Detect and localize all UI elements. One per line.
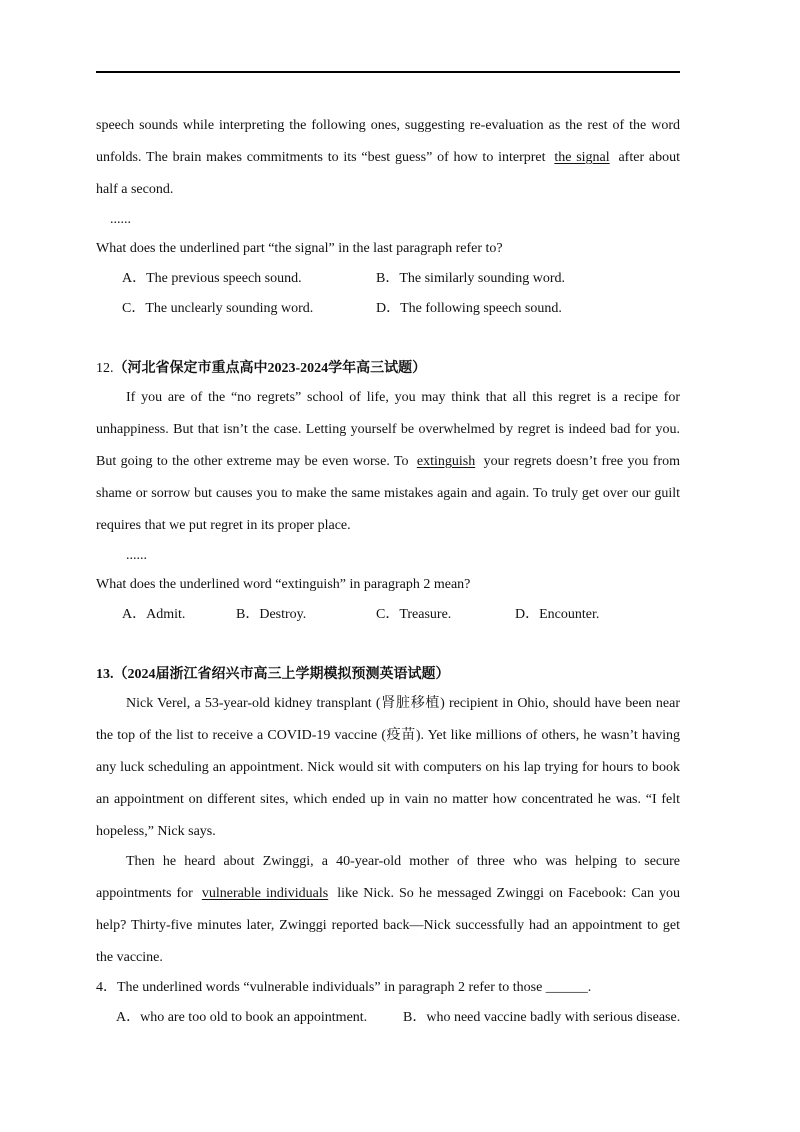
passage-line: Then he heard about Zwinggi, a 40-year-old mother of three who was helping to secure — [126, 854, 680, 869]
passage-line: requires that we put regret in its proper place. — [96, 518, 351, 533]
passage-line: help? Thirty-five minutes later, Zwinggi reported back—Nick successfully had an appointment to get — [96, 918, 680, 933]
option-c: C．Treasure. — [376, 607, 452, 622]
passage-line: speech sounds while interpreting the following ones, suggesting re-evaluation as the rest of the word — [96, 118, 680, 133]
option-b: B．who need vaccine badly with serious disease. — [403, 1010, 681, 1025]
passage-line: any luck scheduling an appointment. Nick would sit with computers on his lap trying for hours to book — [96, 760, 680, 775]
passage-line — [96, 149, 680, 167]
option-d: D．The following speech sound. — [376, 301, 562, 316]
passage-text: like Nick. So he messaged Zwinggi on Facebook: Can you — [337, 886, 681, 901]
passage-text: unfolds. The brain makes commitments to its “best guess” of how to interpret — [96, 150, 546, 165]
section-number: 12. — [96, 361, 114, 376]
ellipsis: ...... — [110, 212, 131, 227]
question-text: What does the underlined word “extinguish” in paragraph 2 mean? — [96, 577, 471, 592]
passage-text: after about — [618, 150, 681, 165]
section-source: （2024届浙江省绍兴市高三上学期模拟预测英语试题） — [113, 667, 450, 682]
passage-line — [96, 453, 680, 471]
passage-line: Nick Verel, a 53-year-old kidney transplant (肾脏移植) recipient in Ohio, should have been near — [126, 696, 680, 711]
option-c: C．The unclearly sounding word. — [122, 301, 314, 316]
section-number: 13. — [96, 667, 114, 682]
question-text: What does the underlined part “the signal” in the last paragraph refer to? — [96, 241, 503, 256]
option-a: A．Admit. — [122, 607, 186, 622]
underlined-phrase: vulnerable individuals — [201, 886, 329, 901]
section-heading — [96, 360, 426, 378]
section-source: （河北省保定市重点高中2023-2024学年高三试题） — [113, 361, 427, 376]
passage-line: shame or sorrow but causes you to make the same mistakes again and again. To truly get over our guilt — [96, 486, 680, 501]
question-text: 4．The underlined words “vulnerable individuals” in paragraph 2 refer to those ______. — [96, 980, 592, 995]
ellipsis: ...... — [126, 548, 147, 563]
option-a: A．who are too old to book an appointment. — [116, 1010, 368, 1025]
option-a: A．The previous speech sound. — [122, 271, 302, 286]
header-rule — [96, 71, 680, 73]
passage-line — [96, 885, 680, 903]
passage-text: your regrets doesn’t free you from — [483, 454, 681, 469]
passage-text: appointments for — [96, 886, 193, 901]
passage-line: the top of the list to receive a COVID-19 vaccine (疫苗). Yet like millions of others, he wasn’t having — [96, 728, 680, 743]
passage-line: If you are of the “no regrets” school of life, you may think that all this regret is a recipe for — [126, 390, 680, 405]
passage-line: an appointment on different sites, which ended up in vain no matter how concentrated he was. “I felt — [96, 792, 680, 807]
passage-line: hopeless,” Nick says. — [96, 824, 216, 839]
passage-line: the vaccine. — [96, 950, 163, 965]
section-heading — [96, 666, 450, 684]
underlined-phrase: the signal — [554, 150, 610, 165]
passage-line: unhappiness. But that isn’t the case. Letting yourself be overwhelmed by regret is indeed bad for you. — [96, 422, 680, 437]
option-b: B．Destroy. — [236, 607, 307, 622]
passage-text: But going to the other extreme may be even worse. To — [96, 454, 409, 469]
option-d: D．Encounter. — [515, 607, 600, 622]
passage-line: half a second. — [96, 182, 174, 197]
option-b: B．The similarly sounding word. — [376, 271, 565, 286]
underlined-word: extinguish — [416, 454, 476, 469]
